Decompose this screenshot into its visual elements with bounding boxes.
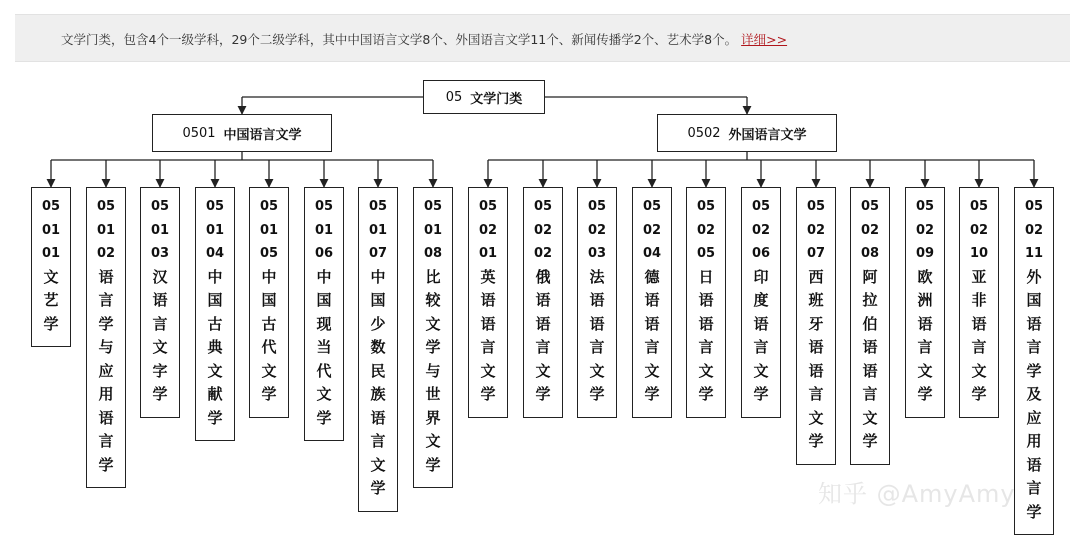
leaf-name: 中 国 古 代 文 学 <box>261 267 277 403</box>
leaf-node <box>523 187 563 418</box>
leaf-code-part: 08 <box>423 246 443 261</box>
leaf-code-part: 05 <box>696 246 716 261</box>
detail-link[interactable]: 详细>> <box>741 32 788 47</box>
leaf-name: 中 国 古 典 文 献 学 <box>207 267 223 427</box>
leaf-code-part: 01 <box>314 222 334 238</box>
root-node <box>423 80 545 114</box>
summary-text: 文学门类，包含4个一级学科，29个二级学科，其中中国语言文学8个、外国语言文学11个、新闻传播学2个、艺术学8个。 <box>61 32 738 47</box>
leaf-code-part: 05 <box>696 199 716 214</box>
leaf-node <box>413 187 453 488</box>
leaf-code-part: 02 <box>587 222 607 238</box>
leaf-name: 印 度 语 言 文 学 <box>753 267 769 403</box>
leaf-node <box>358 187 398 512</box>
leaf-code-part: 02 <box>696 222 716 238</box>
leaf-name: 亚 非 语 言 文 学 <box>971 267 987 403</box>
leaf-code-part: 05 <box>205 199 225 214</box>
leaf-code-part: 02 <box>478 222 498 238</box>
leaf-code-part: 02 <box>751 222 771 238</box>
leaf-code-part: 04 <box>205 246 225 261</box>
leaf-name: 阿 拉 伯 语 语 言 文 学 <box>862 267 878 450</box>
branch-code: 0502 <box>687 125 721 141</box>
leaf-code-part: 01 <box>41 222 61 238</box>
leaf-code-part: 01 <box>259 222 279 238</box>
leaf-code-part: 01 <box>423 222 443 238</box>
branch-code: 0501 <box>182 125 216 141</box>
leaf-code-part: 05 <box>423 199 443 214</box>
branch-node-foreign <box>657 114 837 152</box>
leaf-code-part: 05 <box>478 199 498 214</box>
leaf-code-part: 11 <box>1024 246 1044 261</box>
leaf-code-part: 02 <box>969 222 989 238</box>
leaf-name: 文 艺 学 <box>43 267 59 333</box>
leaf-name: 西 班 牙 语 语 言 文 学 <box>808 267 824 450</box>
leaf-code-part: 05 <box>150 199 170 214</box>
leaf-name: 汉 语 言 文 字 学 <box>152 267 168 403</box>
leaf-name: 中 国 现 当 代 文 学 <box>316 267 332 427</box>
leaf-code-part: 05 <box>96 199 116 214</box>
leaf-name: 日 语 语 言 文 学 <box>698 267 714 403</box>
leaf-node <box>850 187 890 465</box>
leaf-name: 欧 洲 语 言 文 学 <box>917 267 933 403</box>
leaf-node <box>468 187 508 418</box>
leaf-node <box>1014 187 1054 535</box>
leaf-node <box>959 187 999 418</box>
leaf-code-part: 01 <box>41 246 61 261</box>
leaf-code-part: 07 <box>806 246 826 261</box>
leaf-code-part: 05 <box>642 199 662 214</box>
leaf-code-part: 05 <box>751 199 771 214</box>
leaf-code-part: 04 <box>642 246 662 261</box>
leaf-node <box>632 187 672 418</box>
leaf-code-part: 02 <box>533 222 553 238</box>
leaf-code-part: 05 <box>969 199 989 214</box>
leaf-code-part: 07 <box>368 246 388 261</box>
leaf-code-part: 02 <box>806 222 826 238</box>
leaf-code-part: 09 <box>915 246 935 261</box>
leaf-code-part: 01 <box>150 222 170 238</box>
leaf-code-part: 06 <box>314 246 334 261</box>
leaf-node <box>31 187 71 347</box>
leaf-node <box>86 187 126 488</box>
leaf-code-part: 05 <box>259 199 279 214</box>
leaf-code-part: 01 <box>368 222 388 238</box>
leaf-code-part: 05 <box>368 199 388 214</box>
leaf-code-part: 05 <box>41 199 61 214</box>
branch-name: 外国语言文学 <box>728 127 807 143</box>
leaf-name: 俄 语 语 言 文 学 <box>535 267 551 403</box>
leaf-name: 法 语 语 言 文 学 <box>589 267 605 403</box>
leaf-name: 比 较 文 学 与 世 界 文 学 <box>425 267 441 474</box>
leaf-code-part: 05 <box>915 199 935 214</box>
root-code: 05 <box>445 89 463 105</box>
leaf-node <box>304 187 344 441</box>
leaf-name: 德 语 语 言 文 学 <box>644 267 660 403</box>
leaf-code-part: 05 <box>806 199 826 214</box>
leaf-node <box>140 187 180 418</box>
branch-name: 中国语言文学 <box>223 127 302 143</box>
leaf-name: 外 国 语 言 学 及 应 用 语 言 学 <box>1026 267 1042 521</box>
leaf-code-part: 02 <box>915 222 935 238</box>
leaf-code-part: 10 <box>969 246 989 261</box>
leaf-code-part: 08 <box>860 246 880 261</box>
leaf-code-part: 01 <box>478 246 498 261</box>
root-name: 文学门类 <box>470 91 523 107</box>
watermark: 知乎 @AmyAmy <box>818 480 1016 508</box>
leaf-code-part: 05 <box>259 246 279 261</box>
leaf-code-part: 06 <box>751 246 771 261</box>
leaf-code-part: 01 <box>96 222 116 238</box>
leaf-code-part: 02 <box>96 246 116 261</box>
leaf-node <box>577 187 617 418</box>
leaf-code-part: 05 <box>533 199 553 214</box>
leaf-code-part: 02 <box>860 222 880 238</box>
leaf-name: 中 国 少 数 民 族 语 言 文 学 <box>370 267 386 497</box>
leaf-code-part: 05 <box>860 199 880 214</box>
leaf-code-part: 03 <box>587 246 607 261</box>
leaf-name: 语 言 学 与 应 用 语 言 学 <box>98 267 114 474</box>
leaf-code-part: 05 <box>1024 199 1044 214</box>
leaf-node <box>796 187 836 465</box>
leaf-node <box>195 187 235 441</box>
leaf-code-part: 05 <box>314 199 334 214</box>
leaf-code-part: 05 <box>587 199 607 214</box>
leaf-name: 英 语 语 言 文 学 <box>480 267 496 403</box>
leaf-code-part: 01 <box>205 222 225 238</box>
leaf-node <box>686 187 726 418</box>
leaf-code-part: 02 <box>1024 222 1044 238</box>
leaf-node <box>741 187 781 418</box>
leaf-node <box>905 187 945 418</box>
branch-node-chinese <box>152 114 332 152</box>
leaf-node <box>249 187 289 418</box>
leaf-code-part: 02 <box>642 222 662 238</box>
leaf-code-part: 02 <box>533 246 553 261</box>
leaf-code-part: 03 <box>150 246 170 261</box>
